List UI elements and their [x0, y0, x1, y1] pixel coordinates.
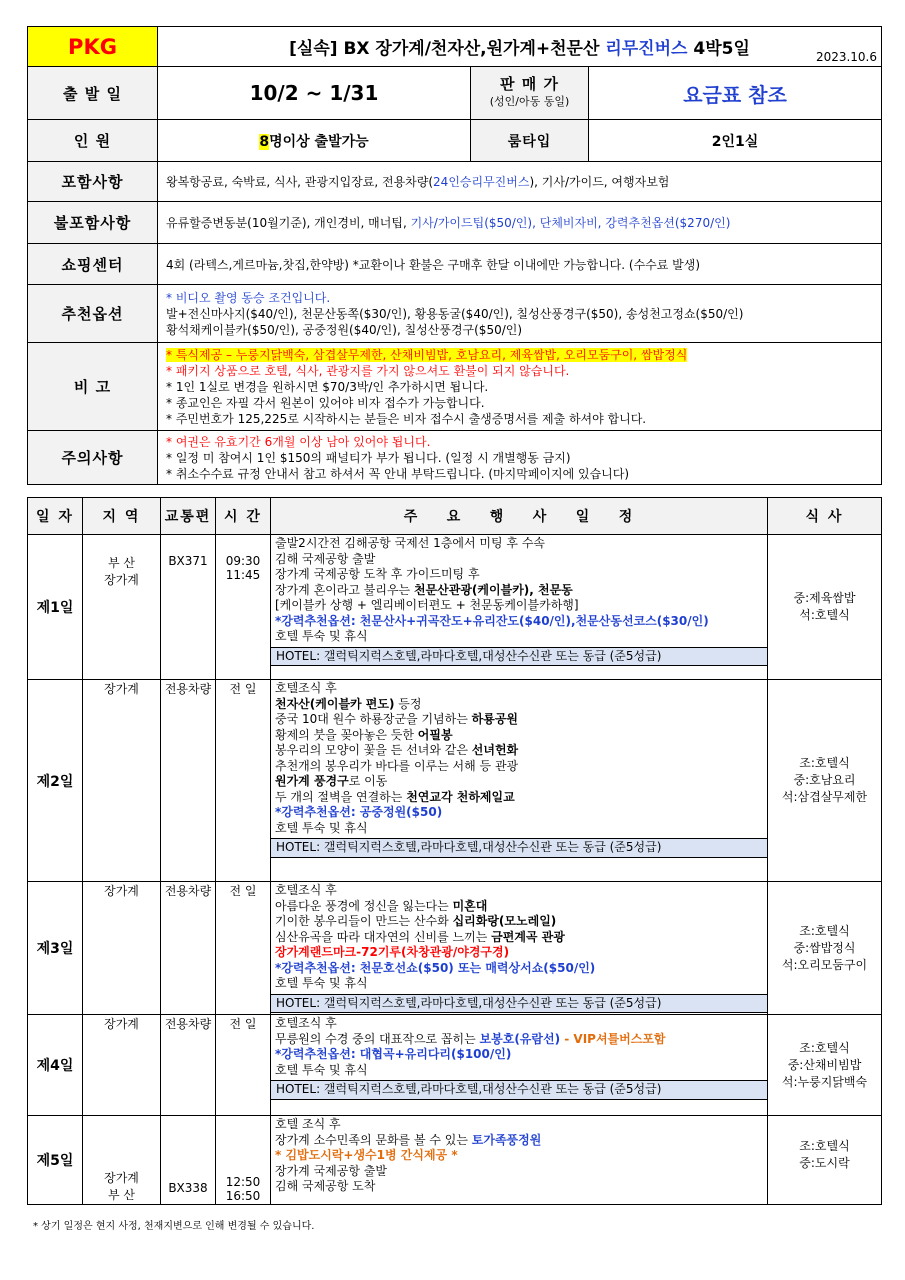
day-row: 제1일 부 산 장가계 BX371 09:30 11:45 출발2시간전 김해공항 국제선 1층에서 미팅 후 수속 김해 국제공항 출발 장가계 국제공항 도착 후 가이드미팅 후 장가계 혼이라고 불리우는 천문산관광(케이블카), 천문동 [케이블카 상행 + 엘리베이터편도 + 천문동케이블카하행] *강력추천옵션: 천문산사+귀곡잔도+유리잔도($40/인),천문산동선코스($30/인) 호텔 투숙 및 휴식 HOTEL: 갤럭틱지럭스호텔,라마다호텔,대성산수신관 또는 동급 (준5성급) 중:제육쌈밥 석:호텔식 — [28, 535, 882, 680]
price-label-cell: 판 매 가 (성인/아동 동일) — [471, 67, 589, 120]
remarks-label: 비 고 — [28, 343, 158, 431]
options-label: 추천옵션 — [28, 285, 158, 343]
document-date: 2023.10.6 — [815, 50, 878, 64]
region: 장가계 — [83, 1015, 161, 1116]
shopping-label: 쇼핑센터 — [28, 244, 158, 285]
exclude-label: 불포함사항 — [28, 202, 158, 244]
transport: 전용차량 — [161, 1015, 216, 1116]
schedule-detail: 호텔조식 후 아름다운 풍경에 정신을 잃는다는 미혼대 기이한 봉우리들이 만드는 산수화 십리화랑(모노레일) 심산유곡을 따라 대자연의 신비를 느끼는 금편계곡 관광 장가계랜드마크-72기루(차창관광/야경구경) *강력추천옵션: 천문호선쇼($50) 또는 매력상서쇼($50/인) 호텔 투숙 및 휴식 HOTEL: 갤럭틱지럭스호텔,라마다호텔,대성산수신관 또는 동급 (준5성급) — [271, 882, 768, 1015]
hotel-info: HOTEL: 갤럭틱지럭스호텔,라마다호텔,대성산수신관 또는 동급 (준5성급) — [270, 994, 768, 1014]
col-transport: 교통편 — [161, 498, 216, 535]
day-row: 제3일 장가계 전용차량 전 일 호텔조식 후 아름다운 풍경에 정신을 잃는다는 미혼대 기이한 봉우리들이 만드는 산수화 십리화랑(모노레일) 심산유곡을 따라 대자연의 신비를 느끼는 금편계곡 관광 장가계랜드마크-72기루(차창관광/야경구경) *강력추천옵션: 천문호선쇼($50) 또는 매력상서쇼($50/인) 호텔 투숙 및 휴식 HOTEL: 갤럭틱지럭스호텔,라마다호텔,대성산수신관 또는 동급 (준5성급) 조:호텔식 중:쌈밥정식 석:오리모둠구이 — [28, 882, 882, 1015]
price-value: 요금표 참조 — [589, 67, 882, 120]
day-row: 제5일 장가계 부 산 BX338 12:50 16:50 호텔 조식 후 장가계 소수민족의 문화를 볼 수 있는 토가족풍정원 * 김밥도시락+생수1병 간식제공 * 장가계 국제공항 출발 김해 국제공항 도착 조:호텔식 중:도시락 — [28, 1116, 882, 1205]
time: 전 일 — [216, 680, 271, 882]
include-value: 왕복항공료, 숙박료, 식사, 관광지입장료, 전용차량(24인승리무진버스), 기사/가이드, 여행자보험 — [158, 162, 882, 202]
transport: BX371 — [161, 535, 216, 680]
schedule-detail: 호텔조식 후 무릉원의 수경 중의 대표작으로 꼽히는 보봉호(유람선) - VIP셔틀버스포함 *강력추천옵션: 대협곡+유리다리($100/인) 호텔 투숙 및 휴식 HOTEL: 갤럭틱지럭스호텔,라마다호텔,대성산수신관 또는 동급 (준5성급) — [271, 1015, 768, 1116]
exclude-value: 유류할증변동분(10월기준), 개인경비, 매너팁, 기사/가이드팁($50/인), 단체비자비, 강력추천옵션($270/인) — [158, 202, 882, 244]
day-row: 제2일 장가계 전용차량 전 일 호텔조식 후 천자산(케이블카 편도) 등정 중국 10대 원수 하룡장군을 기념하는 하룡공원 황제의 붓을 꽂아놓은 듯한 어필봉 봉우리의 모양이 꽃을 든 선녀와 같은 선녀헌화 추천개의 봉우리가 바다를 이루는 서해 등 관광 원가계 풍경구로 이동 두 개의 절벽을 연결하는 천연교각 천하제일교 *강력추천옵션: 공중정원($50) 호텔 투숙 및 휴식 HOTEL: 갤럭틱지럭스호텔,라마다호텔,대성산수신관 또는 동급 (준5성급) 조:호텔식 중:호남요리 석:삼겹살무제한 — [28, 680, 882, 882]
shopping-value: 4회 (라텍스,게르마늄,찻집,한약방) *교환이나 환불은 구매후 한달 이내에만 가능합니다. (수수료 발생) — [158, 244, 882, 285]
col-meal: 식 사 — [768, 498, 882, 535]
col-schedule: 주 요 행 사 일 정 — [271, 498, 768, 535]
time: 전 일 — [216, 1015, 271, 1116]
time: 전 일 — [216, 882, 271, 1015]
col-day: 일 자 — [28, 498, 83, 535]
departure-value: 10/2 ~ 1/31 — [158, 67, 471, 120]
page-title: [실속] BX 장가계/천자산,원가계+천문산 리무진버스 4박5일 2023.10.6 — [158, 27, 882, 67]
time: 12:50 16:50 — [216, 1116, 271, 1205]
options-value: * 비디오 촬영 동승 조건입니다. 발+전신마사지($40/인), 천문산동쪽($30/인), 황용동굴($40/인), 칠성산풍경구($50), 송성천고정쇼($50/인) 황석채케이블카($50/인), 공중정원($40/인), 칠성산풍경구($50/인) — [158, 285, 882, 343]
hotel-info: HOTEL: 갤럭틱지럭스호텔,라마다호텔,대성산수신관 또는 동급 (준5성급) — [270, 647, 768, 667]
meal: 조:호텔식 중:쌈밥정식 석:오리모둠구이 — [768, 882, 882, 1015]
transport: 전용차량 — [161, 882, 216, 1015]
footnote: * 상기 일정은 현지 사정, 천재지변으로 인해 변경될 수 있습니다. — [33, 1221, 315, 1232]
meal: 조:호텔식 중:도시락 — [768, 1116, 882, 1205]
meal: 중:제육쌈밥 석:호텔식 — [768, 535, 882, 680]
special-meal-note: * 특식제공 – 누룽지닭백숙, 삼겹살무제한, 산채비빔밥, 호남요리, 제육쌈밥, 오리모둠구이, 쌈밥정식 — [166, 347, 688, 362]
schedule-detail: 출발2시간전 김해공항 국제선 1층에서 미팅 후 수속 김해 국제공항 출발 장가계 국제공항 도착 후 가이드미팅 후 장가계 혼이라고 불리우는 천문산관광(케이블카), 천문동 [케이블카 상행 + 엘리베이터편도 + 천문동케이블카하행] *강력추천옵션: 천문산사+귀곡잔도+유리잔도($40/인),천문산동선코스($30/인) 호텔 투숙 및 휴식 HOTEL: 갤럭틱지럭스호텔,라마다호텔,대성산수신관 또는 동급 (준5성급) — [271, 535, 768, 680]
col-region: 지 역 — [83, 498, 161, 535]
departure-label: 출 발 일 — [28, 67, 158, 120]
include-label: 포함사항 — [28, 162, 158, 202]
time: 09:30 11:45 — [216, 535, 271, 680]
caution-value: * 여권은 유효기간 6개월 이상 남아 있어야 됩니다. * 일정 미 참여시 1인 $150의 패널티가 부가 됩니다. (일정 시 개별행동 금지) * 취소수수료 규정 안내서 참고 하셔서 꼭 안내 부탁드립니다. (마지막페이지에 있습니다) — [158, 431, 882, 485]
hotel-info: HOTEL: 갤럭틱지럭스호텔,라마다호텔,대성산수신관 또는 동급 (준5성급) — [270, 1080, 768, 1100]
people-label: 인 원 — [28, 120, 158, 162]
pkg-badge: PKG — [28, 27, 158, 67]
schedule-detail: 호텔 조식 후 장가계 소수민족의 문화를 볼 수 있는 토가족풍정원 * 김밥도시락+생수1병 간식제공 * 장가계 국제공항 출발 김해 국제공항 도착 — [271, 1116, 768, 1205]
room-value: 2인1실 — [589, 120, 882, 162]
transport: BX338 — [161, 1116, 216, 1205]
limousine-highlight: 리무진버스 — [605, 39, 688, 59]
room-label: 룸타입 — [471, 120, 589, 162]
day-row: 제4일 장가계 전용차량 전 일 호텔조식 후 무릉원의 수경 중의 대표작으로 꼽히는 보봉호(유람선) - VIP셔틀버스포함 *강력추천옵션: 대협곡+유리다리($100/인) 호텔 투숙 및 휴식 HOTEL: 갤럭틱지럭스호텔,라마다호텔,대성산수신관 또는 동급 (준5성급) 조:호텔식 중:산채비빔밥 석:누룽지닭백숙 — [28, 1015, 882, 1116]
region: 장가계 부 산 — [83, 1116, 161, 1205]
schedule-detail: 호텔조식 후 천자산(케이블카 편도) 등정 중국 10대 원수 하룡장군을 기념하는 하룡공원 황제의 붓을 꽂아놓은 듯한 어필봉 봉우리의 모양이 꽃을 든 선녀와 같은 선녀헌화 추천개의 봉우리가 바다를 이루는 서해 등 관광 원가계 풍경구로 이동 두 개의 절벽을 연결하는 천연교각 천하제일교 *강력추천옵션: 공중정원($50) 호텔 투숙 및 휴식 HOTEL: 갤럭틱지럭스호텔,라마다호텔,대성산수신관 또는 동급 (준5성급) — [271, 680, 768, 882]
remarks-value: * 특식제공 – 누룽지닭백숙, 삼겹살무제한, 산채비빔밥, 호남요리, 제육쌈밥, 오리모둠구이, 쌈밥정식 * 패키지 상품으로 호텔, 식사, 관광지를 가지 않으셔도 환불이 되지 않습니다. * 1인 1실로 변경을 원하시면 $70/3박/인 추가하시면 됩니다. * 종교인은 자필 각서 원본이 있어야 비자 접수가 가능합니다. * 주민번호가 125,225로 시작하시는 분들은 비자 접수시 출생증명서를 제출 하셔야 합니다. — [158, 343, 882, 431]
meal: 조:호텔식 중:산채비빔밥 석:누룽지닭백숙 — [768, 1015, 882, 1116]
transport: 전용차량 — [161, 680, 216, 882]
itinerary-table — [27, 497, 882, 1205]
col-time: 시 간 — [216, 498, 271, 535]
region: 장가계 — [83, 882, 161, 1015]
caution-label: 주의사항 — [28, 431, 158, 485]
meal: 조:호텔식 중:호남요리 석:삼겹살무제한 — [768, 680, 882, 882]
hotel-info: HOTEL: 갤럭틱지럭스호텔,라마다호텔,대성산수신관 또는 동급 (준5성급) — [270, 838, 768, 858]
tour-info-table — [27, 26, 882, 485]
people-value: 8명이상 출발가능 — [158, 120, 471, 162]
region: 장가계 — [83, 680, 161, 882]
region: 부 산 장가계 — [83, 535, 161, 680]
